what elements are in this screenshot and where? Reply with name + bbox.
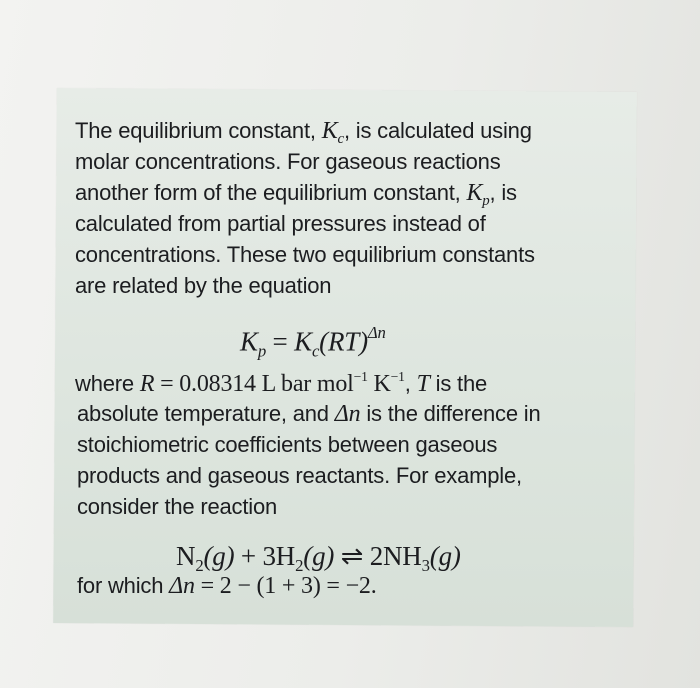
where-line-4: products and gaseous reactants. For example,: [77, 463, 522, 488]
equation-kp-kc: $K_p = K_c(RT)^{\Delta n}$: [240, 323, 386, 361]
intro-line-3: [75, 180, 517, 210]
intro-line-4: calculated from partial pressures instead of: [75, 211, 486, 236]
reaction-equation: $N_2(g) + 3H_2(g)$ ⇌ $2NH_3(g)$: [176, 541, 461, 575]
kc-symbol: $K_c$: [321, 118, 344, 148]
intro-text: The equilibrium constant,: [75, 118, 322, 143]
intro-text: , is calculated using: [343, 118, 532, 143]
where-line-1: where R = 0.08314 L bar mol$^{-1}$ $K^{-1}$, T is the: [75, 369, 488, 398]
intro-line-1: [75, 118, 532, 148]
intro-line-2: molar concentrations. For gaseous reactions: [75, 149, 501, 174]
where-line-3: stoichiometric coefficients between gaseous: [77, 432, 498, 457]
intro-text: another form of the equilibrium constant,: [75, 180, 467, 205]
intro-line-5: concentrations. These two equilibrium constants: [75, 242, 535, 267]
where-line-5: consider the reaction: [77, 494, 278, 519]
where-line-2: absolute temperature, and Δn is the difference in: [77, 401, 541, 427]
intro-line-6: are related by the equation: [75, 273, 332, 298]
kp-symbol: $K_p$: [466, 180, 490, 210]
for-which-line: for which Δn = 2 − (1 + 3) = −2.: [77, 573, 377, 599]
intro-text: , is: [489, 180, 517, 205]
